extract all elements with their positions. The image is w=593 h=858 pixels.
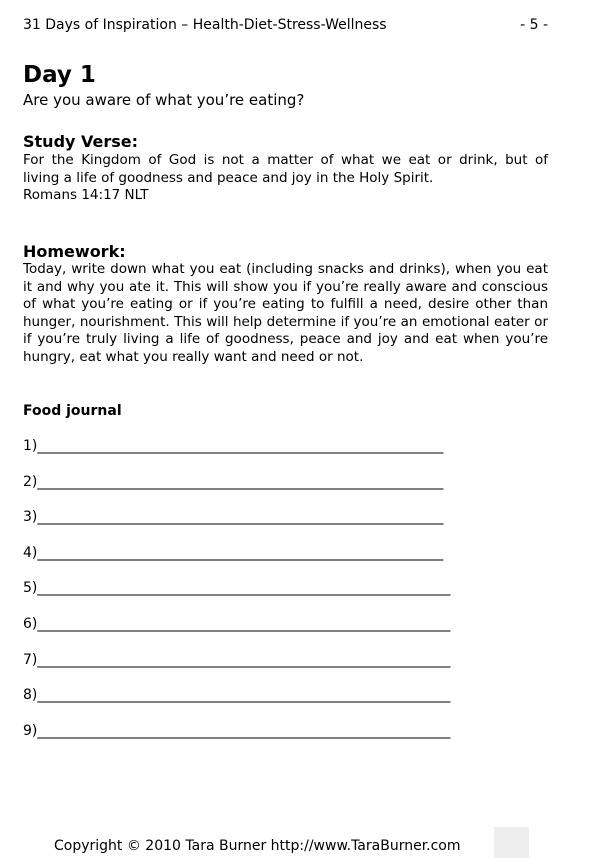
- day-subtitle: Are you aware of what you’re eating?: [23, 91, 305, 109]
- journal-entry-line: 2)__________________________________________________________: [23, 473, 444, 490]
- corner-box: [494, 827, 529, 858]
- verse-reference: Romans 14:17 NLT: [23, 187, 149, 204]
- book-title: 31 Days of Inspiration – Health-Diet-Stress-Wellness: [23, 17, 387, 33]
- day-title: Day 1: [23, 62, 96, 88]
- page-number: - 5 -: [520, 17, 548, 33]
- copyright-footer: Copyright © 2010 Tara Burner http://www.TaraBurner.com: [54, 838, 461, 854]
- journal-entry-line: 9)___________________________________________________________: [23, 722, 451, 739]
- journal-entry-line: 3)__________________________________________________________: [23, 509, 444, 526]
- verse-line: living a life of goodness and peace and joy in the Holy Spirit.: [23, 169, 434, 186]
- journal-entry-line: 1)__________________________________________________________: [23, 438, 444, 454]
- journal-entry-line: 7)___________________________________________________________: [23, 651, 451, 668]
- food-journal-list: [23, 436, 543, 756]
- homework-heading: Homework:: [23, 242, 126, 261]
- homework-text: Today, write down what you eat (including snacks and drinks), when you eat it and why you ate it. This will show you if you’re really aware and conscious of what you’re eating or if you’re eating to fulfill a need, desire other than hunger, nourishment. This will help determine if you’re an emotional eater or if you’re truly living a life of goodness, peace and joy and eat when you’re hungry, eat what you really want and need or not.: [23, 261, 548, 365]
- journal-entry-line: 4)__________________________________________________________: [23, 544, 444, 561]
- study-verse-heading: Study Verse:: [23, 132, 139, 151]
- study-verse-text: [23, 152, 548, 205]
- journal-entry-line: 8)___________________________________________________________: [23, 687, 451, 704]
- verse-line: For the Kingdom of God is not a matter of what we eat or drink, but of: [23, 152, 548, 168]
- journal-entry-line: 6)___________________________________________________________: [23, 615, 451, 632]
- journal-entry-line: 5)___________________________________________________________: [23, 580, 451, 597]
- food-journal-heading: Food journal: [23, 403, 122, 419]
